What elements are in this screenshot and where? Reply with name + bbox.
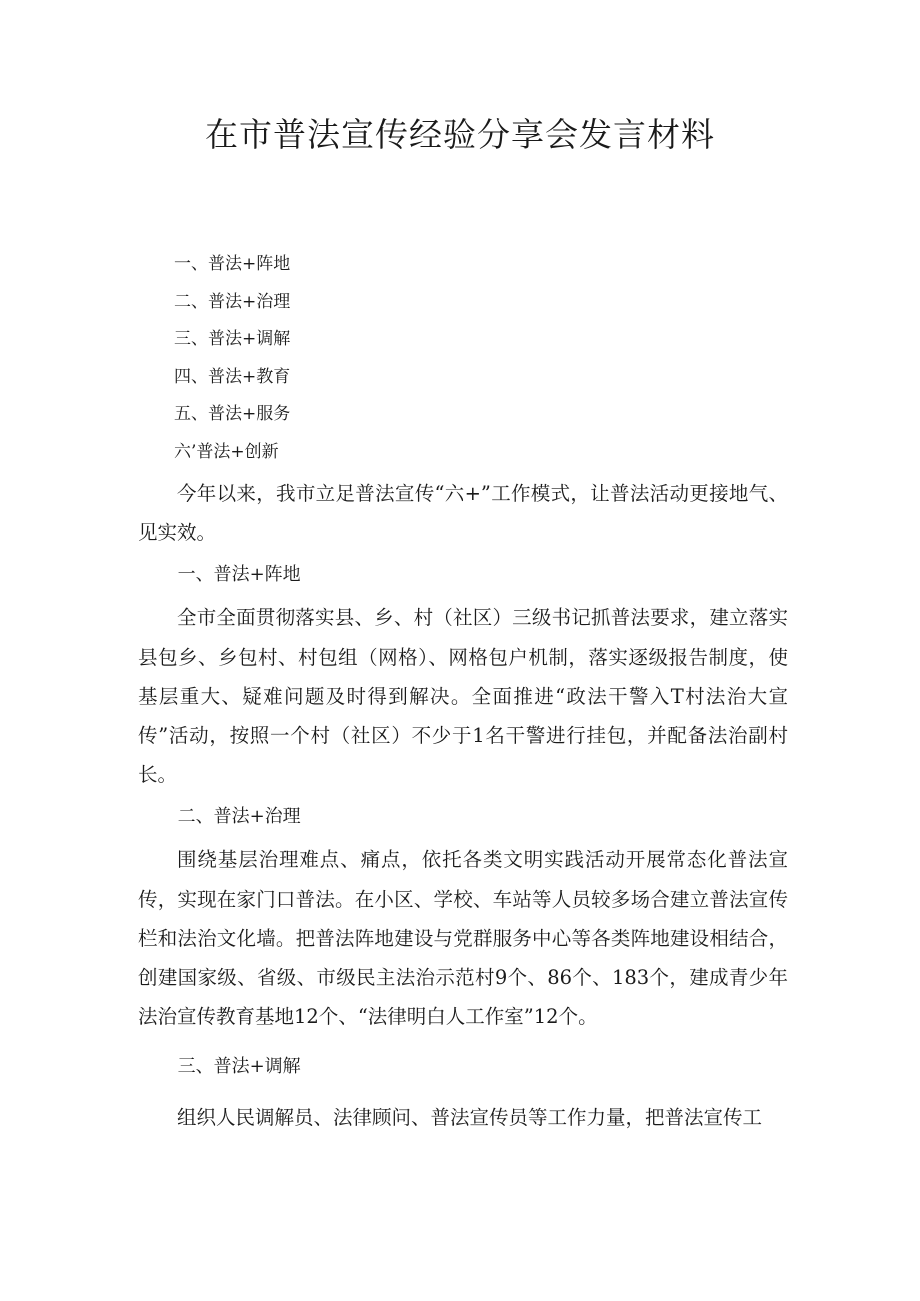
- table-of-contents: [174, 246, 290, 471]
- toc-item: 三、普法+调解: [174, 329, 291, 349]
- document-body: [138, 474, 788, 1138]
- toc-item: 六’普法+创新: [174, 441, 279, 462]
- page-title: 在市普法宣传经验分享会发言材料: [205, 115, 715, 154]
- section-paragraph: 全市全面贯彻落实县、乡、村（社区）三级书记抓普法要求，建立落实县包乡、乡包村、村包组（网格）、网格包户机制，落实逐级报告制度，使基层重大、疑难问题及时得到解决。全面推进“政法干警入T村法治大宣传”活动，按照一个村（社区）不少于1名干警进行挂包，并配备法治副村长。: [138, 606, 788, 787]
- toc-item: 四、普法+教育: [174, 366, 291, 387]
- section-heading: 一、普法+阵地: [177, 564, 301, 586]
- section-paragraph: 围绕基层治理难点、痛点，依托各类文明实践活动开展常态化普法宣传，实现在家门口普法。在小区、学校、车站等人员较多场合建立普法宣传栏和法治文化墙。把普法阵地建设与党群服务中心等各类阵地建设相结合，创建国家级、省级、市级民主法治示范村9个、86个、183个，建成青少年法治宣传教育基地12个、“法律明白人工作室”12个。: [138, 848, 788, 1029]
- section-heading: 三、普法+调解: [177, 1056, 301, 1078]
- toc-item: 五、普法+服务: [174, 404, 291, 424]
- section-heading: 二、普法+治理: [177, 806, 301, 828]
- intro-paragraph: 今年以来，我市立足普法宣传“六+”工作模式，让普法活动更接地气、见实效。: [138, 482, 788, 545]
- section-paragraph: 组织人民调解员、法律顾问、普法宣传员等工作力量，把普法宣传工: [177, 1106, 763, 1130]
- toc-item: 一、普法+阵地: [174, 254, 291, 274]
- toc-item: 二、普法+治理: [174, 291, 291, 312]
